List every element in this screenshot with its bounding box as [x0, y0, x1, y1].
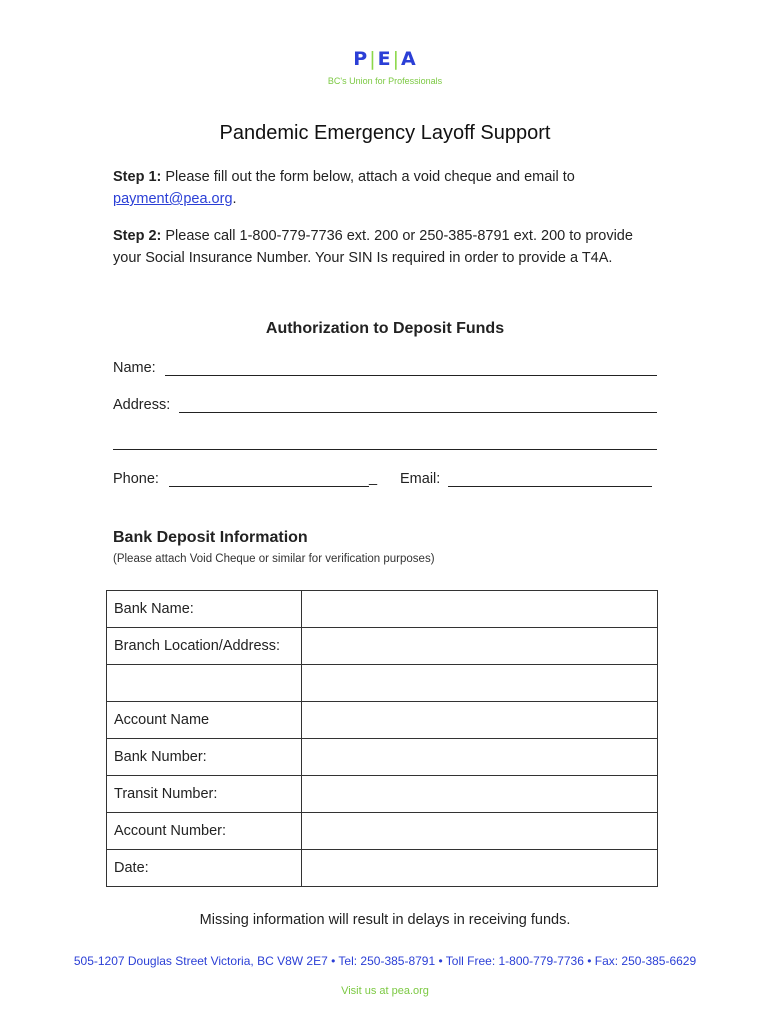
transit-number-input[interactable]: [302, 776, 658, 813]
name-field-line[interactable]: [165, 375, 657, 376]
table-row: [107, 850, 658, 887]
step-1-suffix: .: [232, 191, 237, 207]
email-field-line[interactable]: [448, 486, 652, 487]
authorization-heading: Authorization to Deposit Funds: [265, 320, 505, 337]
logo-letter-e: E: [377, 48, 392, 70]
step-1: [113, 166, 658, 210]
transit-number-label: Transit Number:: [107, 776, 302, 813]
step-2-label: Step 2:: [113, 228, 162, 244]
table-row: [107, 591, 658, 628]
logo-tagline: BC's Union for Professionals: [327, 76, 443, 86]
date-input[interactable]: [302, 850, 658, 887]
date-label: Date:: [107, 850, 302, 887]
footer-visit-link[interactable]: Visit us at pea.org: [341, 985, 429, 997]
account-name-input[interactable]: [302, 702, 658, 739]
pea-logo: [0, 48, 770, 86]
bank-deposit-heading: Bank Deposit Information: [113, 529, 308, 546]
payment-email-link[interactable]: payment@pea.org: [113, 191, 233, 207]
logo-letter-p: P: [353, 48, 369, 70]
account-number-label: Account Number:: [107, 813, 302, 850]
step-2: [113, 225, 658, 269]
table-row: [107, 776, 658, 813]
branch-location-label: Branch Location/Address:: [107, 628, 302, 665]
table-row: [107, 702, 658, 739]
table-row: [107, 665, 658, 702]
phone-field-line[interactable]: [169, 486, 369, 487]
name-label: Name:: [113, 360, 156, 376]
page-title: Pandemic Emergency Layoff Support: [219, 122, 551, 144]
address-label: Address:: [113, 397, 171, 413]
logo-letter-a: A: [401, 48, 417, 70]
phone-line-trail: _: [369, 470, 378, 486]
bank-info-table: [106, 590, 658, 887]
bank-number-input[interactable]: [302, 739, 658, 776]
account-number-input[interactable]: [302, 813, 658, 850]
bank-name-input[interactable]: [302, 591, 658, 628]
blank-label: [107, 665, 302, 702]
branch-location-input-2[interactable]: [302, 665, 658, 702]
logo-mark: P|E|A: [353, 48, 417, 70]
bank-number-label: Bank Number:: [107, 739, 302, 776]
step-1-text: Please fill out the form below, attach a void cheque and email to: [161, 169, 575, 185]
email-label: Email:: [400, 471, 441, 487]
missing-info-notice: Missing information will result in delays in receiving funds.: [199, 912, 571, 928]
address-field-line[interactable]: [179, 412, 657, 413]
bank-name-label: Bank Name:: [107, 591, 302, 628]
account-name-label: Account Name: [107, 702, 302, 739]
step-2-text: Please call 1-800-779-7736 ext. 200 or 250-385-8791 ext. 200 to provide your Social Insurance Number. Your SIN Is required in order to provide a T4A.: [113, 228, 633, 266]
table-row: [107, 739, 658, 776]
step-1-label: Step 1:: [113, 169, 162, 185]
footer-address: 505-1207 Douglas Street Victoria, BC V8W 2E7 • Tel: 250-385-8791 • Toll Free: 1-800-779-7736 • Fax: 250-385-6629: [73, 954, 697, 968]
table-row: [107, 628, 658, 665]
phone-label: Phone:: [113, 471, 159, 487]
address-field-line-2[interactable]: [113, 449, 657, 450]
branch-location-input[interactable]: [302, 628, 658, 665]
bank-deposit-subheading: (Please attach Void Cheque or similar for verification purposes): [113, 553, 435, 565]
table-row: [107, 813, 658, 850]
